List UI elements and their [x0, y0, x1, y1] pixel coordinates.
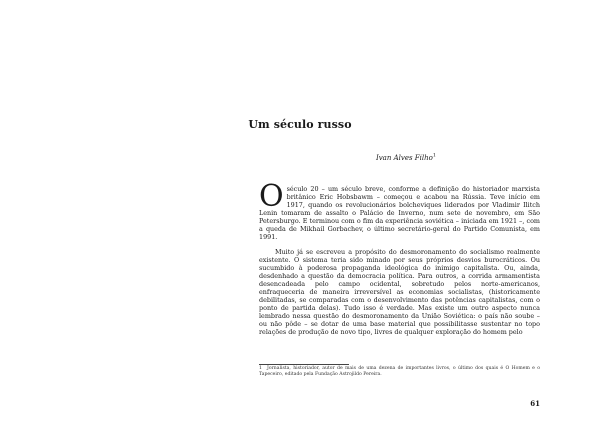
article-author [256, 154, 556, 162]
article-title: Um século russo [248, 118, 352, 131]
footnote-number: 1 [259, 366, 262, 371]
body-paragraph-1 [259, 179, 540, 241]
author-footnote-marker: 1 [432, 152, 437, 159]
footnote-text: Jornalista, historiador, autor de mais de uma dezena de importantes livros, o último dos quais é O Homem e o Tapeceiro, editado pela Fundação Astrojildo Pereira. [259, 366, 540, 377]
drop-cap: O [259, 179, 284, 214]
footnote [259, 366, 540, 378]
footnote-divider [259, 364, 349, 365]
page-number: 61 [530, 399, 540, 408]
author-name: Ivan Alves Filho [375, 154, 433, 162]
paragraph-1-text: século 20 – um século breve, conforme a definição do historiador marxista britânico Eric Hobsbawm – começou e acabou na Rússia. Teve início em 1917, quando os revolucionários bolcheviques liderados por Vladimir Ilitch Lenin tomaram de assalto o Palácio de Inverno, num sete de novembro, em São Petersburgo. E terminou com o fim da experiência soviética – iniciada em 1921 –, com a queda de Mikhail Gorbachev, o último secretário-geral do Partido Comunista, em 1991. [259, 185, 540, 241]
body-paragraph-2: Muito já se escreveu a propósito do desmoronamento do socialismo realmente existente. O sistema teria sido minado por seus próprios desvios burocráticos. Ou sucumbido à poderosa propaganda ideológica do inimigo capitalista. Ou, ainda, desdenhado a questão da democracia política. Para outros, a corrida armamentista desencadeada pelo campo ocidental, sobretudo pelos norte-americanos, enfraqueceria de maneira irreversível as economias socialistas, (historicamente debilitadas, se comparadas com o desenvolvimento das potências capitalistas, com o ponto de partida delas). Tudo isso é verdade. Mas existe um outro aspecto nunca lembrado nessa questão do desmoronamento da União Soviética: o país não soube – ou não pôde – se dotar de uma base material que possibilitasse sustentar no topo relações de produção de novo tipo, livres de qualquer exploração do homem pelo [259, 248, 540, 336]
article-body [259, 179, 540, 336]
